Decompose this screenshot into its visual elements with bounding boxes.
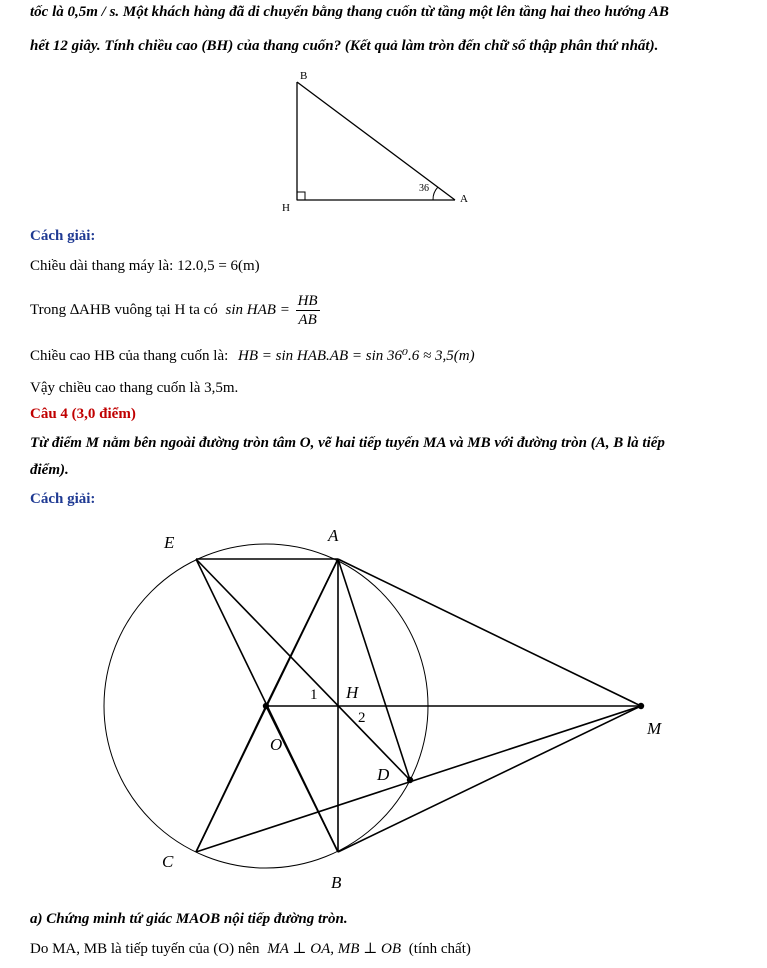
triangle-text: Trong ∆AHB vuông tại H ta có bbox=[30, 302, 218, 318]
angle-arc bbox=[433, 187, 438, 200]
label-a: A bbox=[328, 526, 339, 545]
problem4-statement-2: điểm). bbox=[30, 462, 69, 478]
segment-ob bbox=[266, 706, 338, 852]
segment-am bbox=[338, 559, 641, 706]
label-b: B bbox=[331, 873, 342, 892]
part-a-expr: MA ⊥ OA, MB ⊥ OB bbox=[267, 941, 402, 957]
fraction-hb-ab bbox=[296, 292, 320, 329]
circle-figure bbox=[0, 515, 767, 900]
label-angle: 36 bbox=[419, 183, 429, 194]
label-c: C bbox=[162, 852, 174, 871]
label-m: M bbox=[647, 719, 662, 738]
label-h: H bbox=[346, 683, 359, 702]
conclusion: Vậy chiều cao thang cuốn là 3,5m. bbox=[30, 380, 239, 396]
triangle-figure bbox=[270, 62, 490, 222]
length-text: Chiều dài thang máy là: bbox=[30, 258, 174, 274]
part-a-title: a) Chứng minh tứ giác MAOB nội tiếp đường tròn. bbox=[30, 911, 348, 927]
length-expr: 12.0,5 = 6(m) bbox=[177, 258, 260, 274]
label-b: B bbox=[300, 70, 308, 82]
part-a-note: (tính chất) bbox=[408, 941, 471, 957]
length-line bbox=[30, 258, 260, 275]
label-e: E bbox=[164, 533, 175, 552]
problem3-line-2: hết 12 giây. Tính chiều cao (BH) của thang cuốn? (Kết quả làm tròn đến chữ số thập phân thứ nhất). bbox=[30, 38, 659, 54]
height-expr: HB = sin HAB.AB = sin 36⁰.6 ≈ 3,5(m) bbox=[238, 348, 475, 364]
label-angle-1: 1 bbox=[310, 687, 318, 703]
part-a-line bbox=[30, 939, 471, 958]
label-d: D bbox=[377, 765, 390, 784]
sin-lhs: sin HAB = bbox=[225, 302, 290, 318]
part-a-text: Do MA, MB là tiếp tuyến của (O) nên bbox=[30, 941, 260, 957]
problem3-line-1: tốc là 0,5m / s. Một khách hàng đã di chuyển bằng thang cuốn từ tầng một lên tầng hai theo hướng AB bbox=[30, 4, 669, 20]
point-m bbox=[638, 703, 644, 709]
solution2-heading: Cách giải: bbox=[30, 491, 96, 507]
segment-ed bbox=[196, 559, 410, 780]
label-a: A bbox=[460, 193, 468, 205]
label-h: H bbox=[282, 202, 290, 214]
fraction-denominator: AB bbox=[298, 312, 317, 328]
solution1-heading: Cách giải: bbox=[30, 228, 96, 244]
label-angle-2: 2 bbox=[358, 710, 366, 726]
fraction-numerator: HB bbox=[297, 293, 318, 309]
label-o: O bbox=[270, 735, 283, 754]
triangle-line bbox=[30, 292, 320, 329]
height-line bbox=[30, 346, 475, 365]
problem4-statement-1: Từ điểm M nằm bên ngoài đường tròn tâm O, vẽ hai tiếp tuyến MA và MB với đường tròn (A, B là tiếp bbox=[30, 435, 665, 451]
segment-cm bbox=[196, 706, 641, 852]
segment-ad bbox=[338, 559, 410, 780]
segment-ab bbox=[297, 82, 455, 200]
point-d bbox=[407, 777, 413, 783]
point-o bbox=[263, 703, 269, 709]
right-angle-mark bbox=[297, 192, 305, 200]
height-text: Chiều cao HB của thang cuốn là: bbox=[30, 348, 229, 364]
problem4-title: Câu 4 (3,0 điểm) bbox=[30, 406, 136, 422]
